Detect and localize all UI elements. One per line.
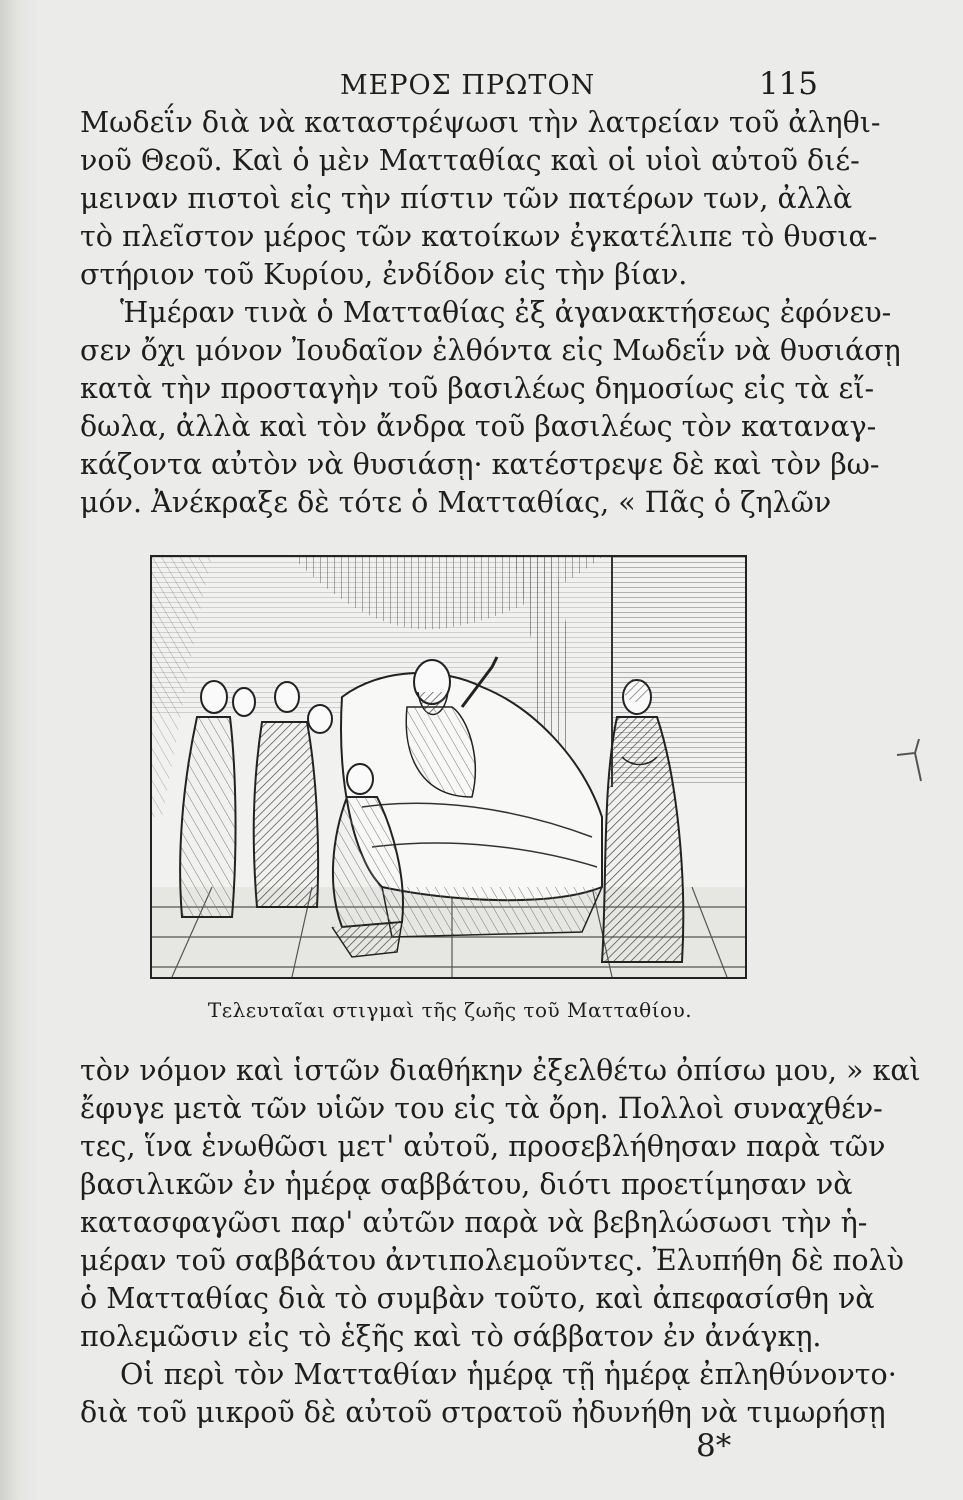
text-line: ἔφυγε μετὰ τῶν υἱῶν του εἰς τὰ ὄρη. Πολλοὶ συναχθέν- <box>80 1092 883 1125</box>
text-line: τὸν νόμον καὶ ἱστῶν διαθήκην ἐξελθέτω ὀπίσω μου, » καὶ <box>80 1054 921 1087</box>
page-number: 115 <box>758 66 818 102</box>
text-line: κατὰ τὴν προσταγὴν τοῦ βασιλέως δημοσίως εἰς τὰ εἴ- <box>80 372 875 405</box>
text-line: Μωδεΐν διὰ νὰ καταστρέψωσι τὴν λατρείαν τοῦ ἀληθι- <box>80 106 881 139</box>
running-head: ΜΕΡΟΣ ΠΡΩΤΟΝ <box>340 70 596 101</box>
text-line: σεν ὄχι μόνον Ἰουδαῖον ἐλθόντα εἰς Μωδεΐν νὰ θυσιάσῃ <box>80 334 901 367</box>
page-header <box>80 66 820 106</box>
text-line: ὁ Ματταθίας διὰ τὸ συμβὰν τοῦτο, καὶ ἀπεφασίσθη νὰ <box>80 1282 875 1315</box>
text-line: πολεμῶσιν εἰς τὸ ἑξῆς καὶ τὸ σάββατον ἐν ἀνάγκῃ. <box>80 1320 822 1353</box>
text-line: στήριον τοῦ Κυρίου, ἐνδίδον εἰς τὴν βίαν. <box>80 258 688 291</box>
text-line: κάζοντα αὐτὸν νὰ θυσιάσῃ· κατέστρεψε δὲ καὶ τὸν βω- <box>80 448 880 481</box>
text-line: διὰ τοῦ μικροῦ δὲ αὐτοῦ στρατοῦ ἠδυνήθη νὰ τιμωρήσῃ <box>80 1396 886 1429</box>
body-text-bottom <box>80 1052 921 1432</box>
engraving-illustration <box>150 555 747 979</box>
text-line: Ἡμέραν τινὰ ὁ Ματταθίας ἐξ ἀγανακτήσεως ἐφόνευ- <box>120 296 892 329</box>
text-line: νοῦ Θεοῦ. Καὶ ὁ μὲν Ματταθίας καὶ οἱ υἱοὶ αὐτοῦ διέ- <box>80 144 860 177</box>
text-line: δωλα, ἀλλὰ καὶ τὸν ἄνδρα τοῦ βασιλέως τὸν καταναγ- <box>80 410 877 443</box>
figure-caption: Τελευταῖαι στιγμαὶ τῆς ζωῆς τοῦ Ματταθίου. <box>207 998 693 1022</box>
engraving-scene <box>152 557 745 977</box>
signature-mark: 8* <box>696 1428 732 1464</box>
pencil-margin-mark <box>895 735 935 785</box>
text-line: κατασφαγῶσι παρ' αὐτῶν παρὰ νὰ βεβηλώσωσι τὴν ἡ- <box>80 1206 868 1239</box>
text-line: βασιλικῶν ἐν ἡμέρᾳ σαββάτου, διότι προετίμησαν νὰ <box>80 1168 853 1201</box>
text-line: μόν. Ἀνέκραξε δὲ τότε ὁ Ματταθίας, « Πᾶς ὁ ζηλῶν <box>80 486 832 519</box>
text-line: μειναν πιστοὶ εἰς τὴν πίστιν τῶν πατέρων των, ἀλλὰ <box>80 182 853 215</box>
text-line: τες, ἵνα ἑνωθῶσι μετ' αὐτοῦ, προσεβλήθησαν παρὰ τῶν <box>80 1130 886 1163</box>
body-text-top <box>80 104 901 522</box>
text-line: Οἱ περὶ τὸν Ματταθίαν ἡμέρᾳ τῇ ἡμέρᾳ ἐπληθύνοντο· <box>120 1358 897 1391</box>
text-line: τὸ πλεῖστον μέρος τῶν κατοίκων ἐγκατέλιπε τὸ θυσια- <box>80 220 878 253</box>
text-line: μέραν τοῦ σαββάτου ἀντιπολεμοῦντες. Ἐλυπήθη δὲ πολὺ <box>80 1244 904 1277</box>
